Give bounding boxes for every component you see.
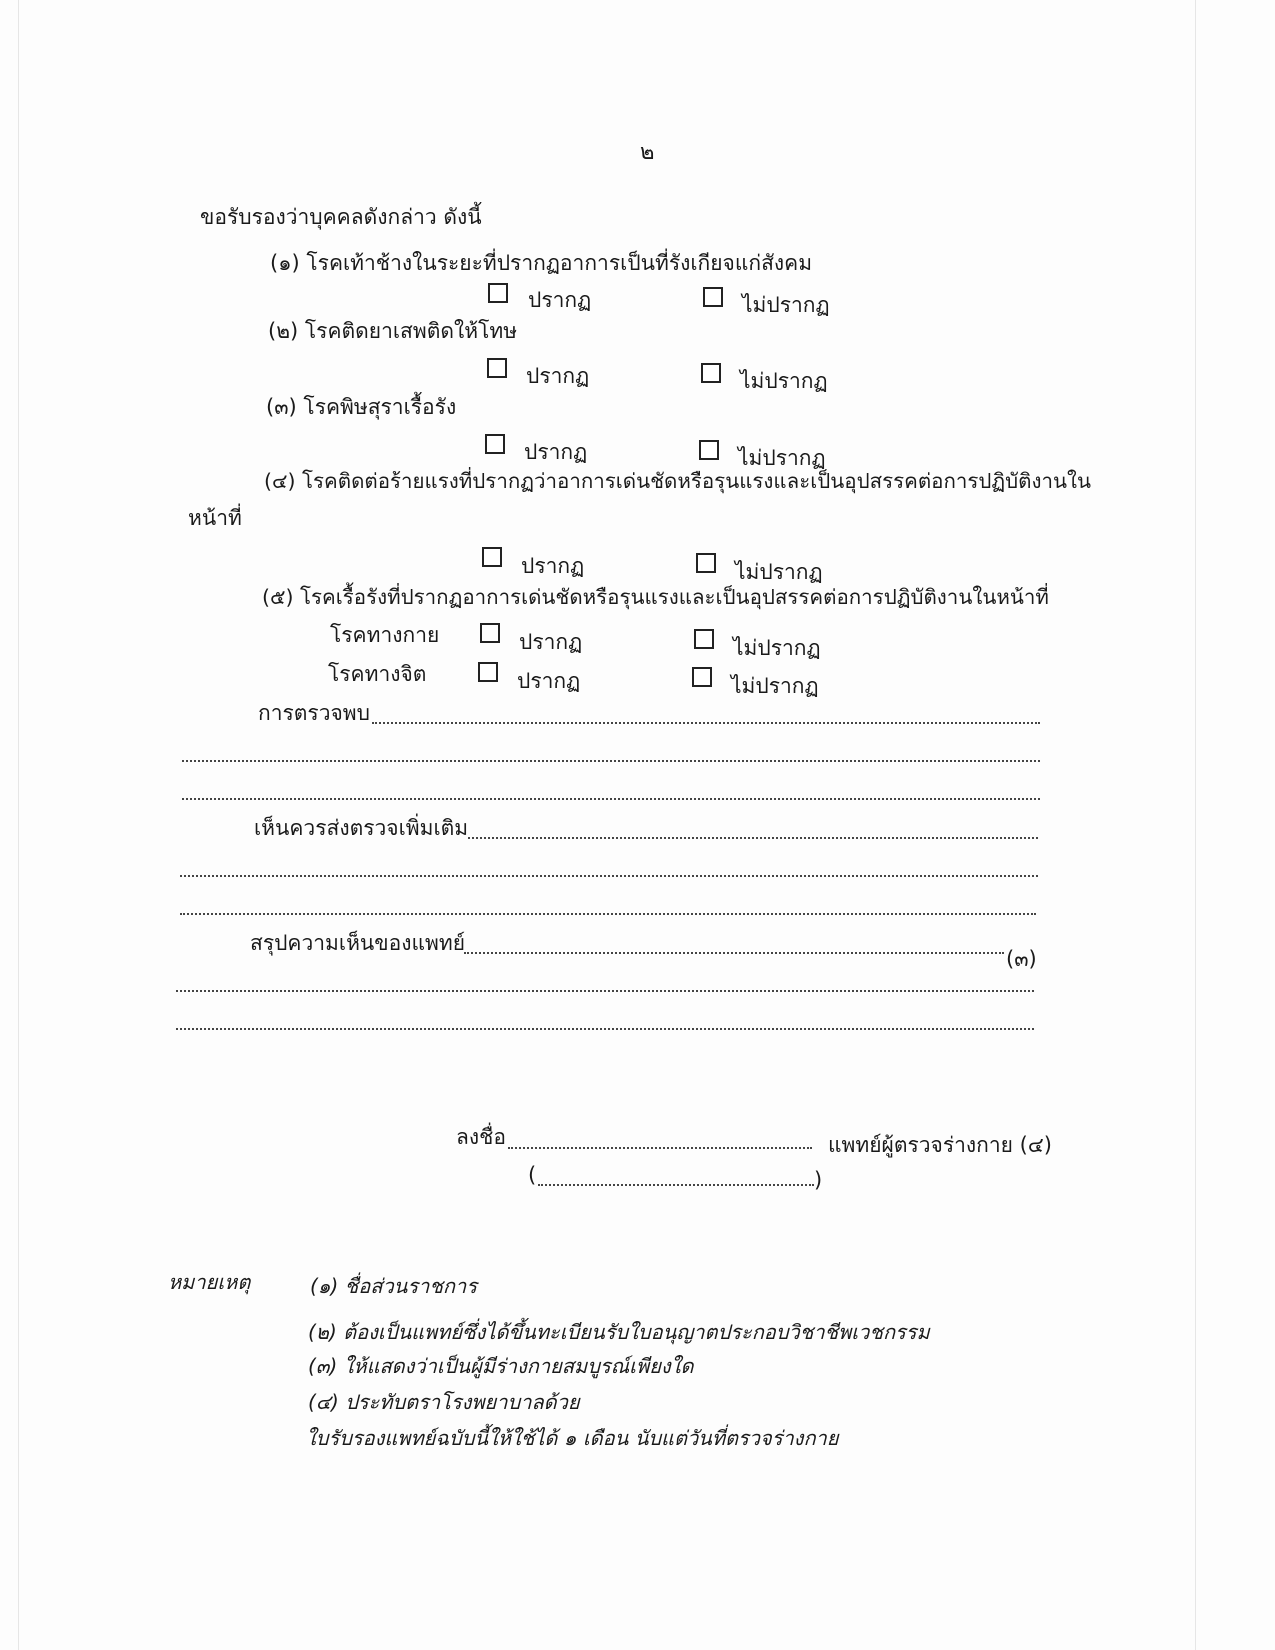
remark-validity-line: ใบรับรองแพทย์ฉบับนี้ให้ใช้ได้ ๑ เดือน นับแต่วันที่ตรวจร่างกาย <box>306 1426 839 1450</box>
findings-line-3[interactable] <box>182 798 1040 800</box>
intro-text: ขอรับรองว่าบุคคลดังกล่าว ดังนี้ <box>200 205 482 229</box>
remark-line-3: (๓) ให้แสดงว่าเป็นผู้มีร่างกายสมบูรณ์เพียงใด <box>308 1354 694 1378</box>
summary-label: สรุปความเห็นของแพทย์ <box>250 931 466 955</box>
item-5-mental-present-checkbox[interactable] <box>478 662 498 682</box>
remarks-title: หมายเหตุ <box>168 1270 251 1294</box>
item-5-mental-absent-checkbox[interactable] <box>692 667 712 687</box>
name-close-paren: ) <box>814 1168 823 1192</box>
item-5-mental-label: โรคทางจิต <box>328 662 427 686</box>
item-4-label: (๔) โรคติดต่อร้ายแรงที่ปรากฏว่าอาการเด่นชัดหรือรุนแรงและเป็นอุปสรรคต่อการปฏิบัติงานใน <box>264 469 1092 493</box>
item-5-physical-absent-checkbox[interactable] <box>694 629 714 649</box>
printed-name-line[interactable] <box>538 1184 814 1186</box>
findings-label: การตรวจพบ <box>258 701 370 725</box>
summary-line-3[interactable] <box>176 1028 1034 1030</box>
summary-line-2[interactable] <box>176 990 1034 992</box>
item-4-absent-checkbox[interactable] <box>696 553 716 573</box>
item-1-present-checkbox[interactable] <box>488 283 508 303</box>
item-5-physical-label: โรคทางกาย <box>330 623 440 647</box>
item-2-present-label: ปรากฏ <box>526 364 590 388</box>
item-5-physical-present-checkbox[interactable] <box>480 623 500 643</box>
item-5-mental-present-label: ปรากฏ <box>517 669 581 693</box>
remark-line-1: (๑) ชื่อส่วนราชการ <box>310 1274 477 1298</box>
item-5-physical-present-label: ปรากฏ <box>519 630 583 654</box>
item-1-label: (๑) โรคเท้าช้างในระยะที่ปรากฏอาการเป็นที่รังเกียจแก่สังคม <box>270 251 813 275</box>
item-4-label-continued: หน้าที่ <box>188 506 242 530</box>
physician-role-label: แพทย์ผู้ตรวจร่างกาย (๔) <box>828 1133 1052 1157</box>
remark-line-4: (๔) ประทับตราโรงพยาบาลด้วย <box>308 1390 580 1414</box>
summary-note: (๓) <box>1006 947 1037 971</box>
scan-edge-line <box>18 0 19 1650</box>
item-4-present-label: ปรากฏ <box>521 554 585 578</box>
further-tests-line-2[interactable] <box>180 875 1038 877</box>
item-1-absent-label: ไม่ปรากฏ <box>742 293 830 317</box>
item-4-absent-label: ไม่ปรากฏ <box>735 560 823 584</box>
item-2-absent-label: ไม่ปรากฏ <box>740 369 828 393</box>
signature-line[interactable] <box>508 1147 812 1149</box>
item-2-label: (๒) โรคติดยาเสพติดให้โทษ <box>268 319 518 343</box>
page-number: ๒ <box>640 140 655 165</box>
item-1-absent-checkbox[interactable] <box>703 287 723 307</box>
further-tests-line-1[interactable] <box>468 837 1038 839</box>
item-3-absent-label: ไม่ปรากฏ <box>738 446 826 470</box>
name-open-paren: ( <box>528 1163 537 1187</box>
summary-line-1[interactable] <box>464 952 1004 954</box>
scan-edge-line <box>1195 0 1196 1650</box>
item-3-absent-checkbox[interactable] <box>699 440 719 460</box>
item-5-label: (๕) โรคเรื้อรังที่ปรากฏอาการเด่นชัดหรือรุนแรงและเป็นอุปสรรคต่อการปฏิบัติงานในหน้าที่ <box>262 585 1049 609</box>
remark-line-2: (๒) ต้องเป็นแพทย์ซึ่งได้ขึ้นทะเบียนรับใบอนุญาตประกอบวิชาชีพเวชกรรม <box>308 1320 930 1344</box>
item-3-present-label: ปรากฏ <box>524 440 588 464</box>
item-4-present-checkbox[interactable] <box>482 547 502 567</box>
findings-line-2[interactable] <box>182 760 1040 762</box>
item-3-label: (๓) โรคพิษสุราเรื้อรัง <box>266 395 457 419</box>
item-3-present-checkbox[interactable] <box>485 434 505 454</box>
item-5-physical-absent-label: ไม่ปรากฏ <box>733 636 821 660</box>
findings-line-1[interactable] <box>372 722 1040 724</box>
item-1-present-label: ปรากฏ <box>528 288 592 312</box>
item-5-mental-absent-label: ไม่ปรากฏ <box>731 674 819 698</box>
further-tests-label: เห็นควรส่งตรวจเพิ่มเติม <box>254 816 469 840</box>
sign-label: ลงชื่อ <box>456 1125 506 1149</box>
item-2-present-checkbox[interactable] <box>487 358 507 378</box>
further-tests-line-3[interactable] <box>180 913 1036 915</box>
item-2-absent-checkbox[interactable] <box>701 363 721 383</box>
